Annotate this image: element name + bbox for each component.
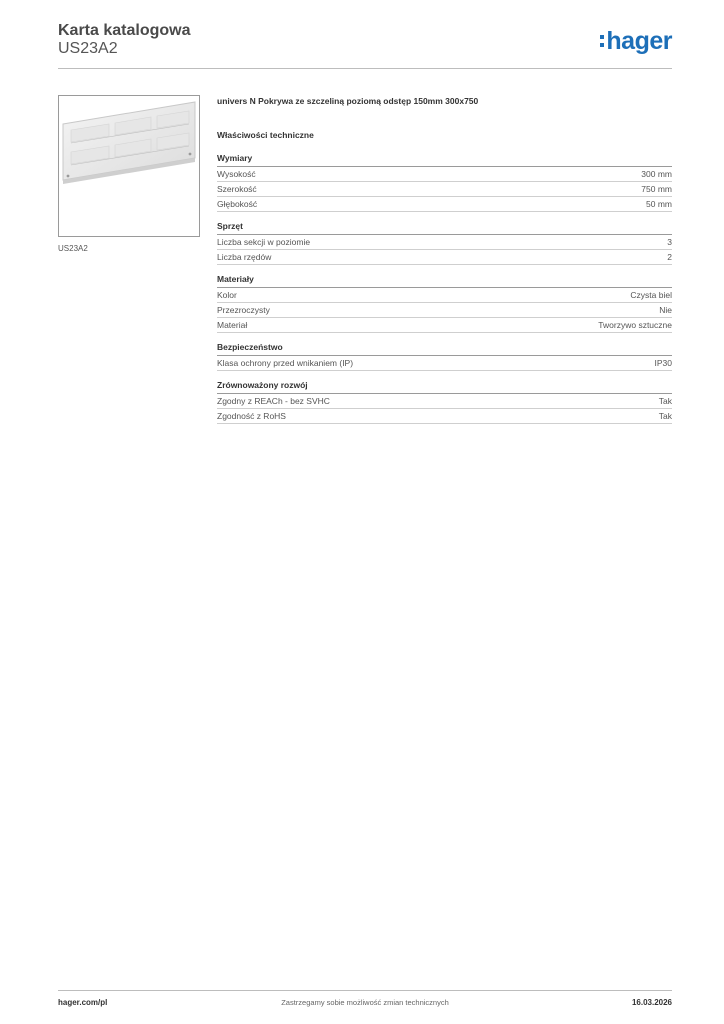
section-title: Materiały [217, 273, 672, 288]
logo-text: hager [606, 27, 672, 55]
spec-label: Liczba rzędów [217, 252, 272, 262]
spec-label: Zgodny z REACh - bez SVHC [217, 396, 330, 406]
section-equipment [217, 220, 672, 265]
spec-row [217, 303, 672, 318]
spec-value: 50 mm [646, 199, 672, 209]
footer-divider [58, 990, 672, 991]
spec-label: Głębokość [217, 199, 258, 209]
spec-value: Nie [659, 305, 672, 315]
spec-value: Tak [658, 396, 672, 406]
section-dimensions [217, 152, 672, 212]
header-divider [58, 68, 672, 69]
section-safety [217, 341, 672, 371]
properties-heading: Właściwości techniczne [217, 130, 314, 140]
page-header [58, 22, 672, 58]
spec-value: 300 mm [641, 169, 672, 179]
footer-notice: Zastrzegamy sobie możliwość zmian technicznych [281, 998, 449, 1007]
section-materials [217, 273, 672, 333]
spec-label: Szerokość [217, 184, 257, 194]
footer-website-link[interactable]: hager.com/pl [58, 998, 108, 1007]
spec-row [217, 182, 672, 197]
spec-label: Kolor [217, 290, 237, 300]
section-title: Zrównoważony rozwój [217, 379, 672, 394]
spec-row [217, 250, 672, 265]
hager-logo [600, 26, 672, 56]
spec-value: Tak [658, 411, 672, 421]
section-sustainability [217, 379, 672, 424]
spec-row [217, 394, 672, 409]
logo-colon-icon [600, 33, 604, 49]
document-title: Karta katalogowa [58, 22, 191, 39]
product-image [58, 95, 200, 237]
section-title: Wymiary [217, 152, 672, 167]
spec-value: 2 [667, 252, 672, 262]
footer-date: 16.03.2026 [631, 998, 672, 1007]
spec-row [217, 356, 672, 371]
spec-row [217, 197, 672, 212]
spec-row [217, 288, 672, 303]
spec-row [217, 409, 672, 424]
image-caption: US23A2 [58, 244, 88, 253]
spec-label: Liczba sekcji w poziomie [217, 237, 311, 247]
spec-row [217, 235, 672, 250]
product-title: univers N Pokrywa ze szczeliną poziomą odstęp 150mm 300x750 [217, 96, 479, 106]
spec-label: Materiał [217, 320, 248, 330]
section-title: Sprzęt [217, 220, 672, 235]
spec-content [217, 96, 672, 424]
spec-value: Tworzywo sztuczne [598, 320, 672, 330]
spec-row [217, 318, 672, 333]
spec-value: 750 mm [641, 184, 672, 194]
spec-label: Klasa ochrony przed wnikaniem (IP) [217, 358, 354, 368]
spec-value: 3 [667, 237, 672, 247]
spec-row [217, 167, 672, 182]
spec-value: IP30 [654, 358, 672, 368]
product-code: US23A2 [58, 40, 118, 57]
spec-label: Wysokość [217, 169, 256, 179]
section-title: Bezpieczeństwo [217, 341, 672, 356]
spec-label: Przezroczysty [217, 305, 270, 315]
spec-value: Czysta biel [630, 290, 672, 300]
cover-panel-icon [59, 96, 199, 236]
spec-label: Zgodność z RoHS [217, 411, 286, 421]
